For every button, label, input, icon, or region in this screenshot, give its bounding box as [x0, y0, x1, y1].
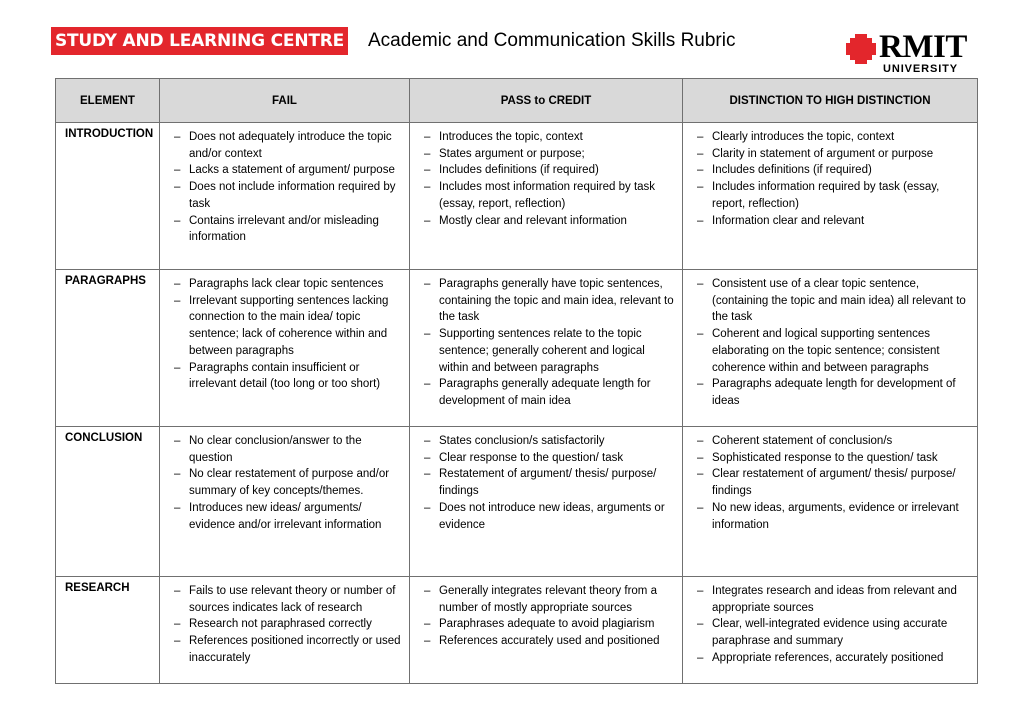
list-item	[166, 129, 403, 162]
dash-bullet-icon: –	[697, 468, 704, 481]
criterion-text: Integrates research and ideas from relevant and appropriate sources	[712, 585, 957, 614]
list-item	[689, 276, 971, 326]
dash-bullet-icon: –	[424, 378, 431, 391]
document-title: Academic and Communication Skills Rubric	[368, 30, 736, 51]
criterion-text: Restatement of argument/ thesis/ purpose/ findings	[439, 468, 657, 498]
dash-bullet-icon: –	[424, 618, 431, 631]
dash-bullet-icon: –	[174, 181, 181, 194]
list-item	[689, 433, 971, 450]
logo-university-label: UNIVERSITY	[883, 63, 959, 75]
list-item	[166, 162, 403, 179]
list-item	[166, 433, 403, 466]
list-item	[689, 450, 971, 467]
list-item	[166, 213, 403, 246]
criterion-text: Irrelevant supporting sentences lacking connection to the main idea/ topic sentence; lack of coherence within and between paragraphs	[189, 294, 389, 357]
pass-cell	[410, 427, 683, 577]
row-element-label: INTRODUCTION	[56, 123, 160, 270]
list-item	[416, 500, 676, 533]
fail-cell	[160, 427, 410, 577]
logo-word: RMIT	[879, 29, 967, 65]
criterion-text: Contains irrelevant and/or misleading information	[189, 214, 379, 244]
dash-bullet-icon: –	[697, 435, 704, 447]
criterion-text: Information clear and relevant	[712, 214, 865, 227]
list-item	[416, 466, 676, 499]
dash-bullet-icon: –	[174, 635, 181, 648]
header-row	[56, 79, 978, 123]
dash-bullet-icon: –	[697, 451, 704, 464]
list-item	[166, 500, 403, 533]
criterion-text: Includes most information required by task (essay, report, reflection)	[439, 181, 656, 210]
criterion-text: No clear restatement of purpose and/or summary of key concepts/themes.	[189, 468, 390, 498]
dash-bullet-icon: –	[174, 501, 181, 514]
list-item	[166, 466, 403, 499]
list-item	[416, 162, 676, 179]
criterion-text: Paragraphs generally have topic sentences, containing the topic and main idea, relevant to the task	[439, 278, 674, 324]
dash-bullet-icon: –	[174, 361, 181, 374]
row-element-label: PARAGRAPHS	[56, 270, 160, 427]
table-row	[56, 577, 978, 684]
distinction-cell	[683, 577, 978, 684]
criterion-text: Clear restatement of argument/ thesis/ purpose/ findings	[712, 468, 956, 498]
criterion-text: Paragraphs generally adequate length for development of main idea	[439, 378, 651, 407]
pass-cell	[410, 577, 683, 684]
criterion-text: Does not include information required by task	[189, 181, 396, 210]
list-item	[689, 583, 971, 616]
study-learning-centre-banner: STUDY AND LEARNING CENTRE	[51, 27, 348, 55]
criterion-text: Appropriate references, accurately positioned	[712, 651, 944, 664]
row-element-label: CONCLUSION	[56, 427, 160, 577]
pass-criteria-list	[416, 276, 676, 410]
column-header-pass: PASS to CREDIT	[410, 79, 683, 123]
rmit-pixel-mark-icon	[846, 34, 876, 64]
dash-bullet-icon: –	[424, 181, 431, 194]
criterion-text: Introduces new ideas/ arguments/ evidence and/or irrelevant information	[189, 501, 382, 531]
distinction-cell	[683, 270, 978, 427]
fail-cell	[160, 123, 410, 270]
list-item	[689, 179, 971, 212]
criterion-text: Paragraphs lack clear topic sentences	[189, 278, 384, 290]
criterion-text: Clarity in statement of argument or purpose	[712, 147, 934, 160]
list-item	[416, 276, 676, 326]
criterion-text: Does not introduce new ideas, arguments or evidence	[439, 501, 665, 531]
criterion-text: States argument or purpose;	[439, 147, 585, 160]
dash-bullet-icon: –	[697, 328, 704, 341]
fail-cell	[160, 270, 410, 427]
criterion-text: No new ideas, arguments, evidence or irrelevant information	[712, 501, 959, 531]
criterion-text: Paragraphs contain insufficient or irrelevant detail (too long or too short)	[189, 361, 381, 391]
criterion-text: References positioned incorrectly or used inaccurately	[189, 635, 401, 664]
criterion-text: Clearly introduces the topic, context	[712, 131, 895, 143]
list-item	[689, 466, 971, 499]
dash-bullet-icon: –	[424, 635, 431, 648]
dash-bullet-icon: –	[697, 131, 704, 143]
rubric-table	[55, 78, 978, 684]
dash-bullet-icon: –	[424, 451, 431, 464]
list-item	[166, 360, 403, 393]
criterion-text: Research not paraphrased correctly	[189, 618, 372, 631]
dash-bullet-icon: –	[424, 435, 431, 447]
rmit-logo	[846, 30, 968, 78]
criterion-text: Includes information required by task (essay, report, reflection)	[712, 181, 940, 210]
criterion-text: Introduces the topic, context	[439, 131, 583, 143]
list-item	[689, 500, 971, 533]
column-header-distinction: DISTINCTION TO HIGH DISTINCTION	[683, 79, 978, 123]
dash-bullet-icon: –	[424, 585, 431, 597]
dash-bullet-icon: –	[174, 435, 181, 447]
pass-criteria-list	[416, 583, 676, 650]
dash-bullet-icon: –	[174, 214, 181, 227]
list-item	[166, 276, 403, 293]
criterion-text: Includes definitions (if required)	[712, 164, 872, 177]
table-row	[56, 270, 978, 427]
list-item	[689, 146, 971, 163]
distinction-cell	[683, 123, 978, 270]
dash-bullet-icon: –	[174, 131, 181, 143]
criterion-text: Clear, well-integrated evidence using accurate paraphrase and summary	[712, 618, 948, 648]
dash-bullet-icon: –	[174, 294, 181, 307]
criterion-text: Coherent and logical supporting sentences elaborating on the topic sentence; consistent coherence within and between paragraphs	[712, 328, 940, 374]
dash-bullet-icon: –	[697, 214, 704, 227]
criterion-text: Sophisticated response to the question/ task	[712, 451, 938, 464]
row-element-label: RESEARCH	[56, 577, 160, 684]
criterion-text: Mostly clear and relevant information	[439, 214, 627, 227]
list-item	[416, 583, 676, 616]
fail-cell	[160, 577, 410, 684]
fail-criteria-list	[166, 433, 403, 533]
dash-bullet-icon: –	[424, 468, 431, 481]
criterion-text: Consistent use of a clear topic sentence, (containing the topic and main idea) all relevant to the task	[712, 278, 966, 324]
dash-bullet-icon: –	[697, 651, 704, 664]
fail-criteria-list	[166, 583, 403, 667]
dash-bullet-icon: –	[697, 181, 704, 194]
dash-bullet-icon: –	[174, 618, 181, 631]
list-item	[416, 376, 676, 409]
pass-cell	[410, 123, 683, 270]
distinction-criteria-list	[689, 433, 971, 533]
list-item	[166, 179, 403, 212]
list-item	[416, 146, 676, 163]
dash-bullet-icon: –	[424, 131, 431, 143]
list-item	[416, 433, 676, 450]
list-item	[166, 293, 403, 360]
criterion-text: Paragraphs adequate length for development of ideas	[712, 378, 956, 407]
distinction-cell	[683, 427, 978, 577]
criterion-text: States conclusion/s satisfactorily	[439, 435, 605, 447]
pass-cell	[410, 270, 683, 427]
dash-bullet-icon: –	[697, 501, 704, 514]
column-header-element: ELEMENT	[56, 79, 160, 123]
dash-bullet-icon: –	[697, 147, 704, 160]
column-header-fail: FAIL	[160, 79, 410, 123]
distinction-criteria-list	[689, 129, 971, 229]
list-item	[416, 129, 676, 146]
dash-bullet-icon: –	[424, 164, 431, 177]
dash-bullet-icon: –	[424, 147, 431, 160]
list-item	[689, 326, 971, 376]
list-item	[689, 650, 971, 667]
criterion-text: Includes definitions (if required)	[439, 164, 599, 177]
criterion-text: Coherent statement of conclusion/s	[712, 435, 893, 447]
table-row	[56, 427, 978, 577]
criterion-text: Supporting sentences relate to the topic sentence; generally coherent and logical within and between paragraphs	[439, 328, 645, 374]
list-item	[689, 162, 971, 179]
list-item	[166, 633, 403, 666]
list-item	[416, 213, 676, 230]
criterion-text: Generally integrates relevant theory from a number of mostly appropriate sources	[439, 585, 657, 614]
criterion-text: Lacks a statement of argument/ purpose	[189, 164, 395, 177]
pass-criteria-list	[416, 433, 676, 533]
dash-bullet-icon: –	[424, 214, 431, 227]
dash-bullet-icon: –	[697, 164, 704, 177]
list-item	[166, 616, 403, 633]
dash-bullet-icon: –	[174, 278, 181, 290]
criterion-text: Paraphrases adequate to avoid plagiarism	[439, 618, 655, 631]
dash-bullet-icon: –	[697, 278, 704, 290]
list-item	[689, 376, 971, 409]
list-item	[416, 616, 676, 633]
list-item	[416, 179, 676, 212]
pass-criteria-list	[416, 129, 676, 229]
dash-bullet-icon: –	[697, 618, 704, 631]
criterion-text: No clear conclusion/answer to the question	[189, 435, 362, 464]
criterion-text: Clear response to the question/ task	[439, 451, 624, 464]
list-item	[689, 129, 971, 146]
criterion-text: References accurately used and positioned	[439, 635, 660, 648]
list-item	[416, 326, 676, 376]
fail-criteria-list	[166, 129, 403, 246]
table-row	[56, 123, 978, 270]
dash-bullet-icon: –	[424, 278, 431, 290]
criterion-text: Does not adequately introduce the topic and/or context	[189, 131, 392, 160]
distinction-criteria-list	[689, 583, 971, 667]
dash-bullet-icon: –	[697, 378, 704, 391]
dash-bullet-icon: –	[174, 585, 181, 597]
dash-bullet-icon: –	[174, 468, 181, 481]
criterion-text: Fails to use relevant theory or number of sources indicates lack of research	[189, 585, 396, 614]
list-item	[166, 583, 403, 616]
dash-bullet-icon: –	[424, 328, 431, 341]
dash-bullet-icon: –	[424, 501, 431, 514]
distinction-criteria-list	[689, 276, 971, 410]
dash-bullet-icon: –	[697, 585, 704, 597]
list-item	[689, 213, 971, 230]
list-item	[416, 633, 676, 650]
list-item	[689, 616, 971, 649]
list-item	[416, 450, 676, 467]
dash-bullet-icon: –	[174, 164, 181, 177]
fail-criteria-list	[166, 276, 403, 393]
